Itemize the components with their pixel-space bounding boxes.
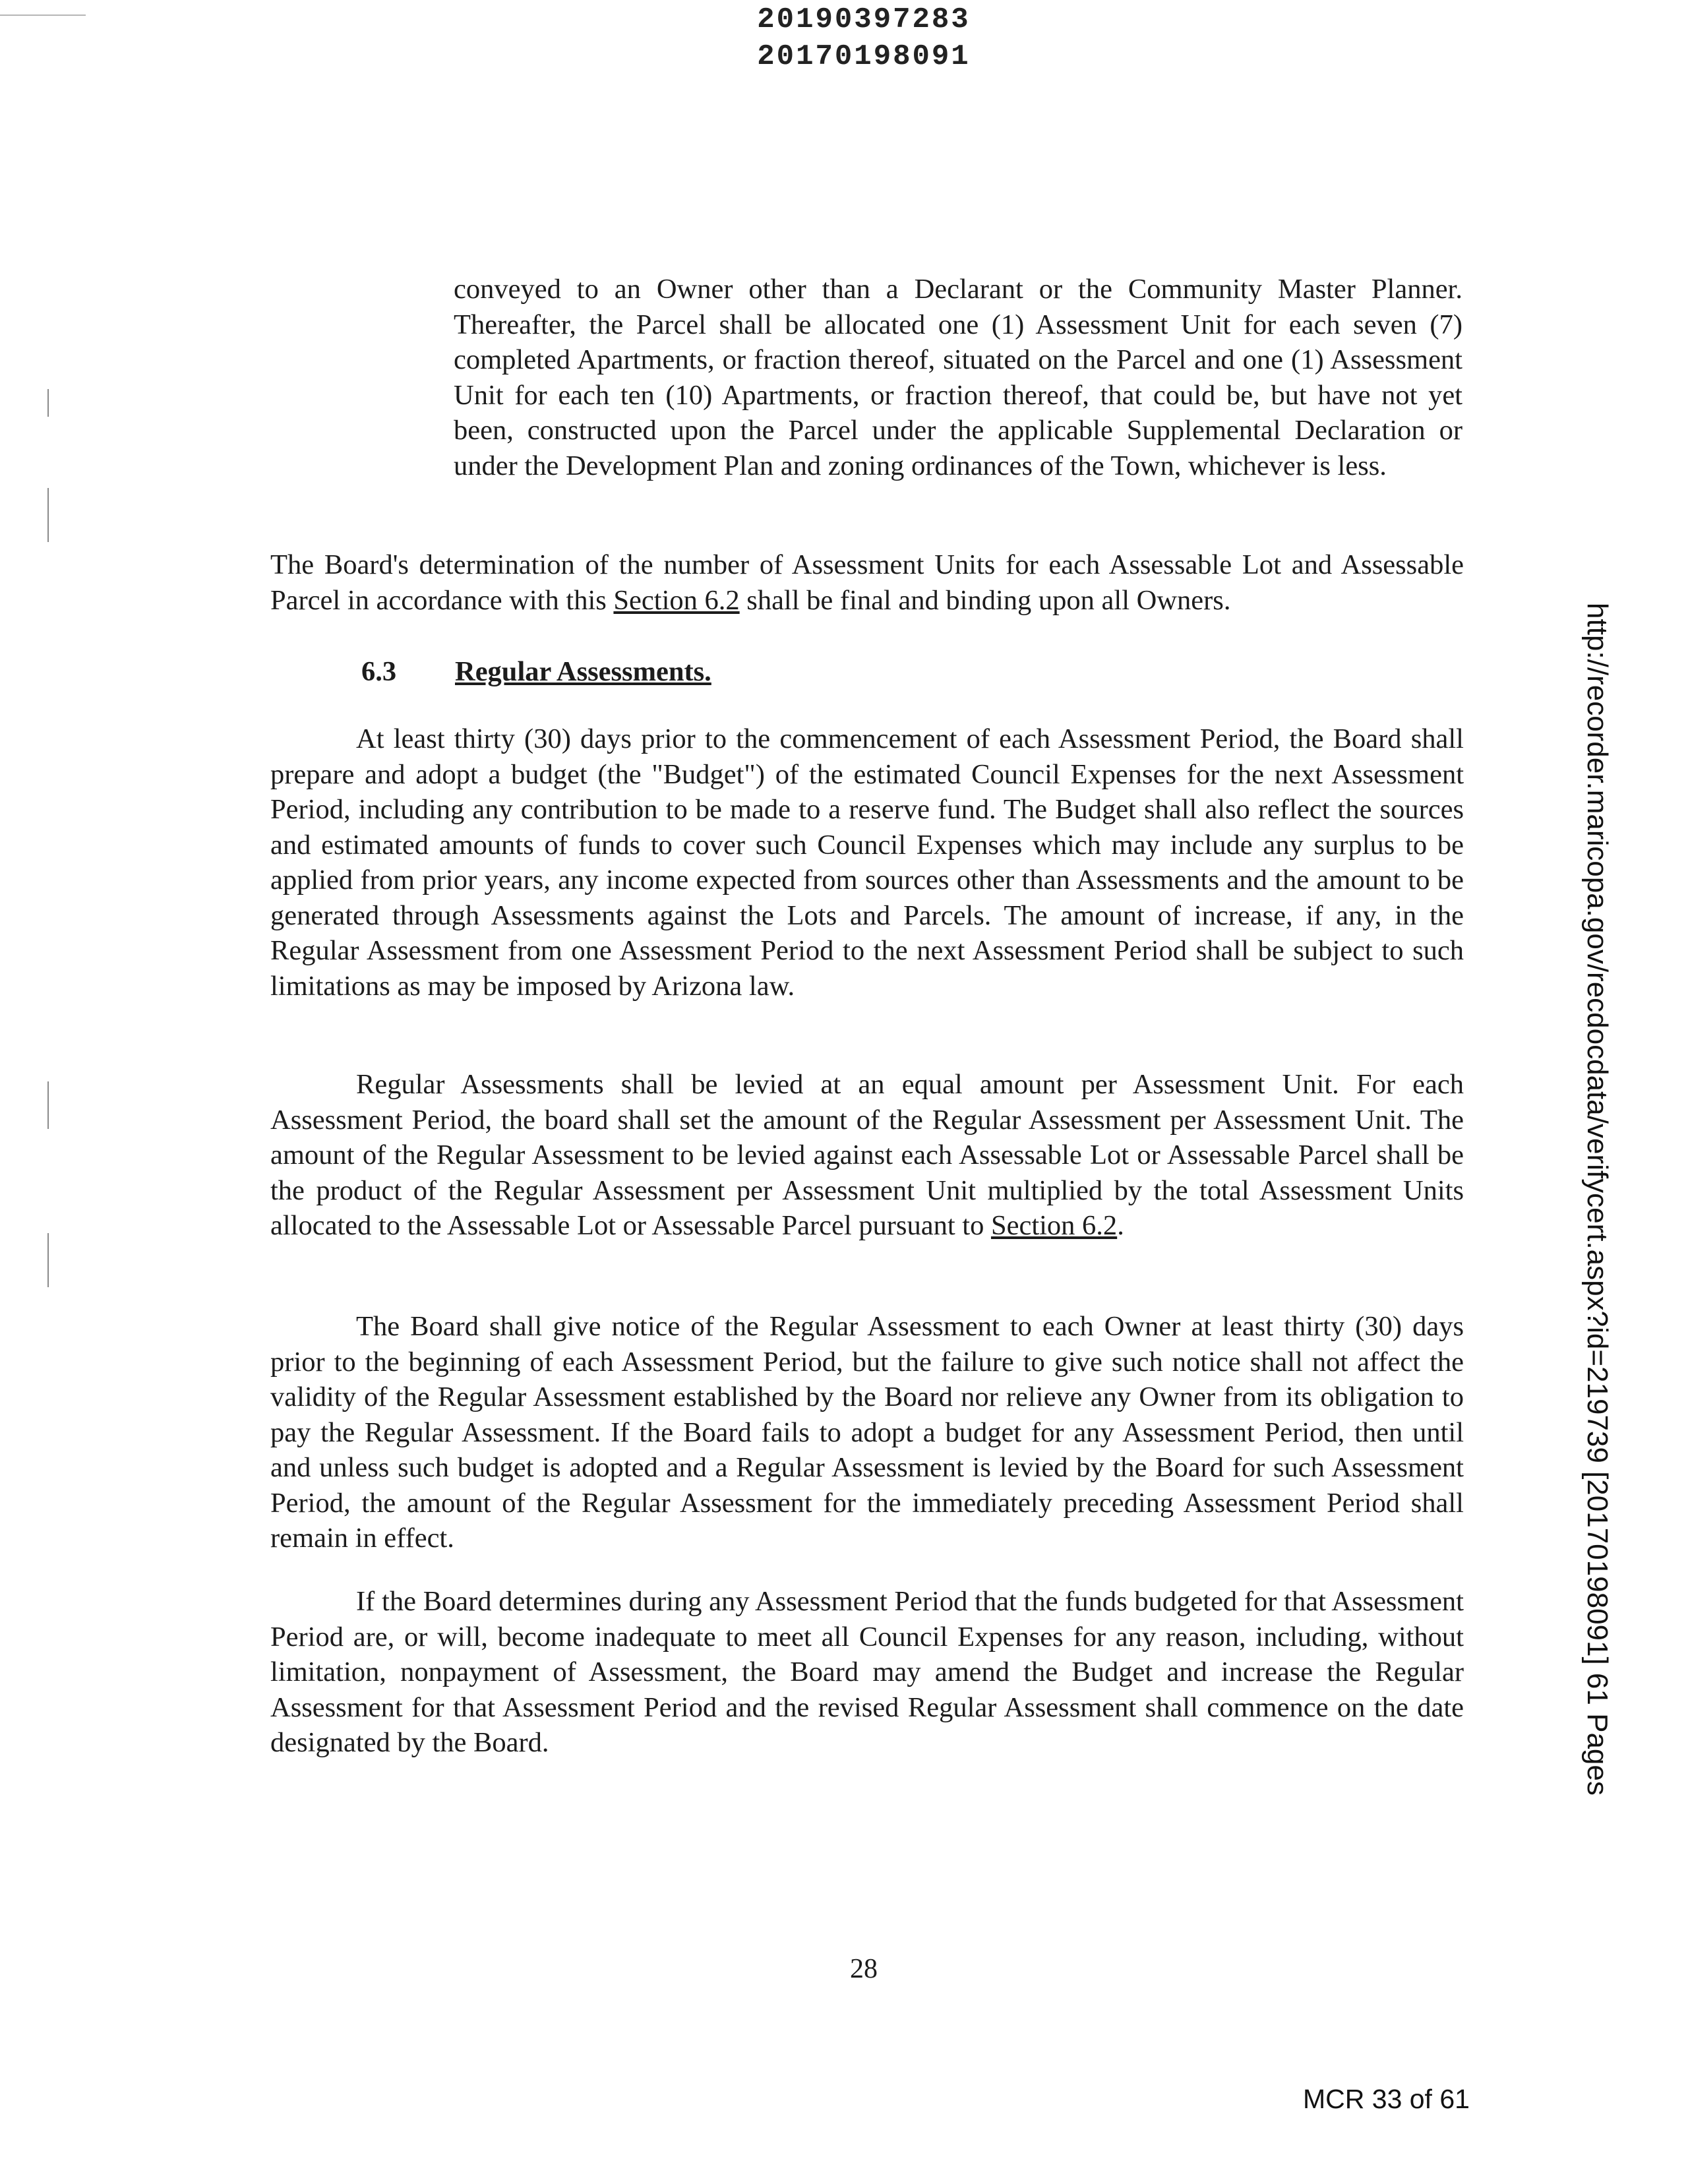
section-number: 6.3 [361,656,397,687]
section-6-2-reference-2: Section 6.2 [990,1210,1118,1241]
paragraph-board-determination-text: The Board's determination of the number of Assessment Units for each Assessable Lot and Assessable Parcel in accordance with this [270,549,1464,616]
scan-mark [0,15,86,16]
paragraph-levy-end: . [1117,1210,1124,1241]
paragraph-board-determination-end: shall be final and binding upon all Owners. [739,584,1231,616]
paragraph-parcel-allocation: conveyed to an Owner other than a Declarant or the Community Master Planner. Thereafter, the Parcel shall be allocated one (1) Assessment Unit for each seven (7) completed Apartments, or fraction thereof, situated on the Parcel and one (1) Assessment Unit for each ten (10) Apartments, or fraction thereof, that could be, but have not yet been, constructed upon the Parcel under the applicable Supplemental Declaration or under the Development Plan and zoning ordinances of the Town, whichever is less. [454,274,1462,481]
scan-mark [47,488,49,542]
scan-mark [47,1081,49,1129]
paragraph-levy [270,1067,1464,1244]
scan-mark [47,389,49,417]
recording-number-2: 20170198091 [757,40,971,73]
paragraph-budget-amendment: If the Board determines during any Assessment Period that the funds budgeted for that Assessment Period are, or will, become inadequate to meet all Council Expenses for any reason, including, without limitation, nonpayment of Assessment, the Board may amend the Budget and increase the Regular Assessment for that Assessment Period and the revised Regular Assessment shall commence on the date designated by the Board. [270,1586,1464,1758]
verification-url: http://recorder.maricopa.gov/recdocdata/verifycert.aspx?id=219739 [20170198091] 61 Pages [1581,603,1613,1796]
section-title: Regular Assessments. [455,656,711,687]
mcr-page-label: MCR 33 of 61 [1303,2084,1470,2114]
recording-number-1: 20190397283 [757,3,971,36]
page-number: 28 [850,1954,878,1984]
paragraph-board-determination [270,547,1464,618]
scan-mark [47,1233,49,1287]
section-6-2-reference: Section 6.2 [613,584,740,616]
paragraph-budget: At least thirty (30) days prior to the commencement of each Assessment Period, the Board shall prepare and adopt a budget (the "Budget") of the estimated Council Expenses for the next Assessment Period, including any contribution to be made to a reserve fund. The Budget shall also reflect the sources and estimated amounts of funds to cover such Council Expenses which may include any surplus to be applied from prior years, any income expected from sources other than Assessments and the amount to be generated through Assessments against the Lots and Parcels. The amount of increase, if any, in the Regular Assessment from one Assessment Period to the next Assessment Period shall be subject to such limitations as may be imposed by Arizona law. [270,723,1464,1002]
section-heading-regular-assessments [361,654,711,690]
recording-number-header [0,1,1688,75]
paragraph-levy-text: Regular Assessments shall be levied at an equal amount per Assessment Unit. For each Assessment Period, the board shall set the amount of the Regular Assessment per Assessment Unit. The amount of the Regular Assessment to be levied against each Assessable Lot or Assessable Parcel shall be the product of the Regular Assessment per Assessment Unit multiplied by the total Assessment Units allocated to the Assessable Lot or Assessable Parcel pursuant to [270,1069,1464,1241]
paragraph-notice: The Board shall give notice of the Regular Assessment to each Owner at least thirty (30) days prior to the beginning of each Assessment Period, but the failure to give such notice shall not affect the validity of the Regular Assessment established by the Board nor relieve any Owner from its obligation to pay the Regular Assessment. If the Board fails to adopt a budget for any Assessment Period, then until and unless such budget is adopted and a Regular Assessment is levied by the Board for such Assessment Period, the amount of the Regular Assessment for the immediately preceding Assessment Period shall remain in effect. [270,1311,1464,1554]
